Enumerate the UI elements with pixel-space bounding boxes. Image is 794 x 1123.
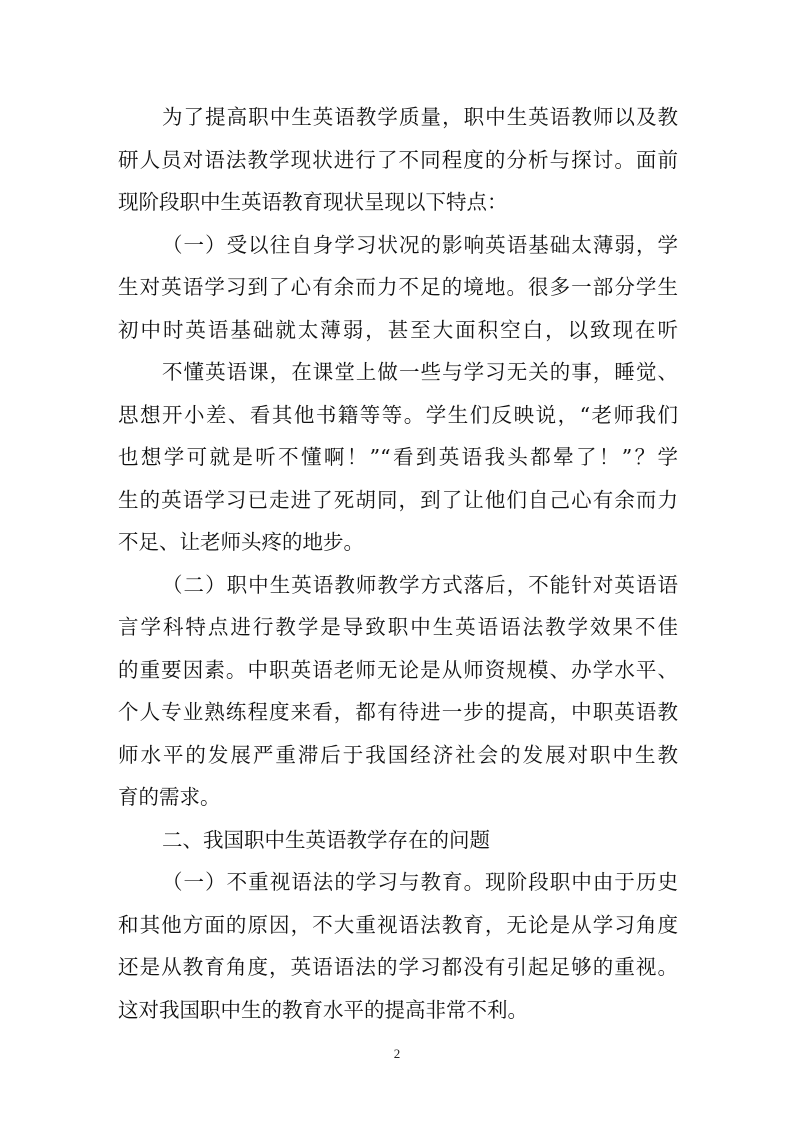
text-line: 还是从教育角度，英语语法的学习都没有引起足够的重视。 — [118, 955, 678, 979]
page-number: 2 — [393, 1046, 401, 1061]
paragraph-point-1 — [118, 224, 678, 352]
text-line: 师水平的发展严重滞后于我国经济社会的发展对职中生教 — [118, 742, 678, 767]
text-line: 初中时英语基础就太薄弱，甚至大面积空白，以致现在听 — [118, 317, 678, 342]
section-heading-2 — [118, 819, 678, 862]
text-line: 的重要因素。中职英语老师无论是从师资规模、办学水平、 — [118, 657, 678, 682]
text-line: 生对英语学习到了心有余而力不足的境地。很多一部分学生 — [118, 275, 678, 299]
text-line: 为了提高职中生英语教学质量，职中生英语教师以及教 — [162, 105, 678, 129]
paragraph-point-1-continued — [118, 351, 678, 564]
text-line: 也想学可就是听不懂啊！”“看到英语我头都晕了！”？学 — [118, 445, 678, 469]
text-line: 言学科特点进行教学是导致职中生英语语法教学效果不佳 — [118, 615, 678, 639]
paragraph-intro — [118, 96, 678, 224]
text-line: （二）职中生英语教师教学方式落后，不能针对英语语 — [162, 572, 678, 597]
text-line: 二、我国职中生英语教学存在的问题 — [162, 827, 490, 852]
document-body — [118, 96, 678, 1031]
text-line: 不懂英语课，在课堂上做一些与学习无关的事，睡觉、 — [162, 360, 678, 384]
text-line: 育的需求。 — [118, 785, 221, 809]
paragraph-problem-1 — [118, 861, 678, 1031]
text-line: 思想开小差、看其他书籍等等。学生们反映说，“老师我们 — [118, 402, 678, 427]
text-line: （一）受以往自身学习状况的影响英语基础太薄弱，学 — [162, 232, 678, 257]
text-line: 不足、让老师头疼的地步。 — [118, 530, 364, 554]
text-line: （一）不重视语法的学习与教育。现阶段职中由于历史 — [162, 870, 678, 894]
text-line: 个人专业熟练程度来看，都有待进一步的提高，中职英语教 — [118, 700, 678, 724]
text-line: 研人员对语法教学现状进行了不同程度的分析与探讨。面前 — [118, 147, 678, 172]
text-line: 现阶段职中生英语教育现状呈现以下特点： — [118, 190, 508, 214]
text-line: 这对我国职中生的教育水平的提高非常不利。 — [118, 997, 528, 1022]
paragraph-point-2 — [118, 564, 678, 819]
text-line: 和其他方面的原因，不大重视语法教育，无论是从学习角度 — [118, 912, 678, 937]
text-line: 生的英语学习已走进了死胡同，到了让他们自己心有余而力 — [118, 487, 678, 512]
